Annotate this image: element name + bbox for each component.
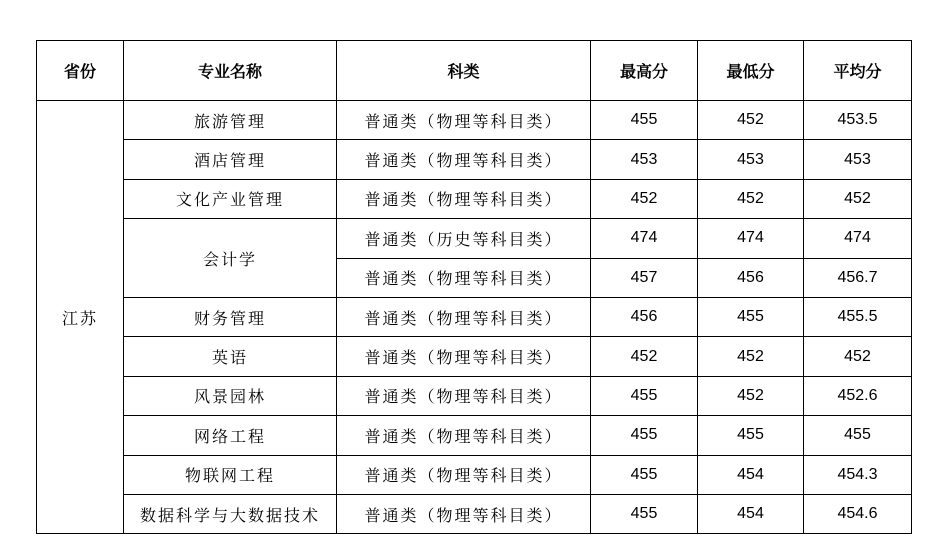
category-cell: 普通类（物理等科目类） <box>337 258 591 297</box>
min-score-cell: 455 <box>698 297 804 336</box>
min-score-cell: 454 <box>698 455 804 494</box>
min-score-cell: 455 <box>698 416 804 455</box>
max-score-cell: 457 <box>591 258 698 297</box>
category-cell: 普通类（物理等科目类） <box>337 179 591 218</box>
min-score-cell: 452 <box>698 101 804 140</box>
category-cell: 普通类（物理等科目类） <box>337 416 591 455</box>
min-score-cell: 456 <box>698 258 804 297</box>
avg-score-cell: 454.3 <box>804 455 912 494</box>
max-score-cell: 452 <box>591 337 698 376</box>
avg-score-cell: 454.6 <box>804 494 912 533</box>
min-score-cell: 474 <box>698 219 804 258</box>
major-cell: 英语 <box>124 337 337 376</box>
category-cell: 普通类（历史等科目类） <box>337 219 591 258</box>
header-major: 专业名称 <box>124 41 337 101</box>
avg-score-cell: 452.6 <box>804 376 912 415</box>
avg-score-cell: 453 <box>804 140 912 179</box>
table-row <box>37 297 912 336</box>
table-row <box>37 455 912 494</box>
avg-score-cell: 452 <box>804 337 912 376</box>
table-row <box>37 101 912 140</box>
avg-score-cell: 455 <box>804 416 912 455</box>
min-score-cell: 452 <box>698 337 804 376</box>
header-province: 省份 <box>37 41 124 101</box>
table-row <box>37 494 912 533</box>
avg-score-cell: 456.7 <box>804 258 912 297</box>
header-min-score: 最低分 <box>698 41 804 101</box>
min-score-cell: 452 <box>698 179 804 218</box>
max-score-cell: 455 <box>591 494 698 533</box>
max-score-cell: 455 <box>591 416 698 455</box>
max-score-cell: 452 <box>591 179 698 218</box>
major-cell: 风景园林 <box>124 376 337 415</box>
table-row <box>37 337 912 376</box>
table-row <box>37 376 912 415</box>
major-cell: 文化产业管理 <box>124 179 337 218</box>
major-cell: 酒店管理 <box>124 140 337 179</box>
table-row <box>37 416 912 455</box>
header-avg-score: 平均分 <box>804 41 912 101</box>
min-score-cell: 453 <box>698 140 804 179</box>
min-score-cell: 454 <box>698 494 804 533</box>
admission-scores-table <box>36 40 912 534</box>
header-row <box>37 41 912 101</box>
category-cell: 普通类（物理等科目类） <box>337 297 591 336</box>
avg-score-cell: 474 <box>804 219 912 258</box>
category-cell: 普通类（物理等科目类） <box>337 337 591 376</box>
table-row <box>37 179 912 218</box>
max-score-cell: 474 <box>591 219 698 258</box>
avg-score-cell: 455.5 <box>804 297 912 336</box>
max-score-cell: 453 <box>591 140 698 179</box>
category-cell: 普通类（物理等科目类） <box>337 101 591 140</box>
table-row <box>37 219 912 258</box>
major-cell: 会计学 <box>124 219 337 298</box>
header-category: 科类 <box>337 41 591 101</box>
province-cell: 江苏 <box>37 101 124 534</box>
table-row <box>37 140 912 179</box>
max-score-cell: 455 <box>591 101 698 140</box>
category-cell: 普通类（物理等科目类） <box>337 455 591 494</box>
major-cell: 财务管理 <box>124 297 337 336</box>
category-cell: 普通类（物理等科目类） <box>337 376 591 415</box>
major-cell: 数据科学与大数据技术 <box>124 494 337 533</box>
avg-score-cell: 452 <box>804 179 912 218</box>
max-score-cell: 455 <box>591 376 698 415</box>
category-cell: 普通类（物理等科目类） <box>337 494 591 533</box>
avg-score-cell: 453.5 <box>804 101 912 140</box>
major-cell: 旅游管理 <box>124 101 337 140</box>
max-score-cell: 455 <box>591 455 698 494</box>
major-cell: 物联网工程 <box>124 455 337 494</box>
header-max-score: 最高分 <box>591 41 698 101</box>
max-score-cell: 456 <box>591 297 698 336</box>
major-cell: 网络工程 <box>124 416 337 455</box>
category-cell: 普通类（物理等科目类） <box>337 140 591 179</box>
min-score-cell: 452 <box>698 376 804 415</box>
